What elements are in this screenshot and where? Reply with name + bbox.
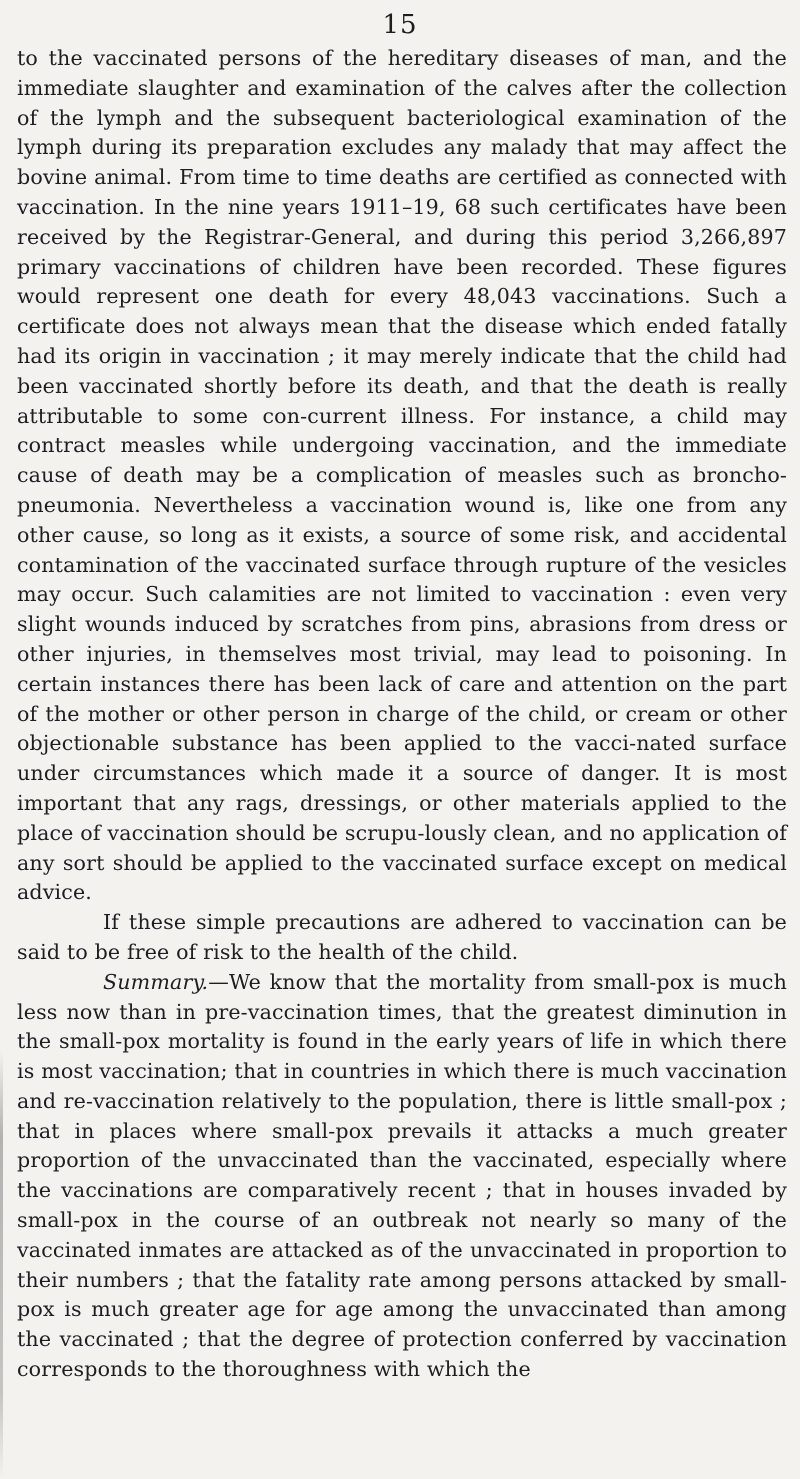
summary-heading: Summary. [103,969,209,994]
body-text [17,44,787,1385]
paragraph-summary [17,968,787,1385]
paragraph-text: to the vaccinated persons of the hereditary diseases of man, and the immediate slaughter and examination of the calves after the collection of the lymph and the subsequent bacteriological examination of the lymph during its preparation excludes any malady that may affect the bovine animal. From time to time deaths are certified as connected with vaccination. In the nine years 1911–19, 68 such certificates have been received by the Registrar-General, and during this period 3,266,897 primary vaccinations of children have been recorded. These figures would represent one death for every 48,043 vaccinations. Such a certificate does not always mean that the disease which ended fatally had its origin in vaccination ; it may merely indicate that the child had been vaccinated shortly before its death, and that the death is really attributable to some con-current illness. For instance, a child may contract measles while undergoing vaccination, and the immediate cause of death may be a complication of measles such as broncho-pneumonia. Nevertheless a vaccination wound is, like one from any other cause, so long as it exists, a source of some risk, and accidental contamination of the vaccinated surface through rupture of the vesicles may occur. Such calamities are not limited to vaccination : even very slight wounds induced by scratches from pins, abrasions from dress or other injuries, in themselves most trivial, may lead to poisoning. In certain instances there has been lack of care and attention on the part of the mother or other person in charge of the child, or cream or other objectionable substance has been applied to the vacci-nated surface under circumstances which made it a source of danger. It is most important that any rags, dressings, or other materials applied to the place of vaccination should be scrupu-lously clean, and no application of any sort should be applied to the vaccinated surface except on medical advice. [17,46,787,905]
paragraph-text: —We know that the mortality from small-pox is much less now than in pre-vaccination times, that the greatest diminution in the small-pox mortality is found in the early years of life in which there is most vaccination; that in countries in which there is much vaccination and re-vaccination relatively to the population, there is little small-pox ; that in places where small-pox prevails it attacks a much greater proportion of the unvaccinated than the vaccinated, especially where the vaccinations are comparatively recent ; that in houses invaded by small-pox in the course of an outbreak not nearly so many of the vaccinated inmates are attacked as of the unvaccinated in proportion to their numbers ; that the fatality rate among persons attacked by small-pox is much greater age for age among the unvaccinated than among the vaccinated ; that the degree of protection conferred by vaccination corresponds to the thoroughness with which the [17,969,787,1382]
page-edge-shadow [0,1050,3,1479]
paragraph-text: If these simple precautions are adhered to vaccination can be said to be free of risk to the health of the child. [17,910,787,964]
paragraph-precautions [17,908,787,968]
page-number: 15 [382,10,418,40]
paragraph-continuation [17,44,787,908]
